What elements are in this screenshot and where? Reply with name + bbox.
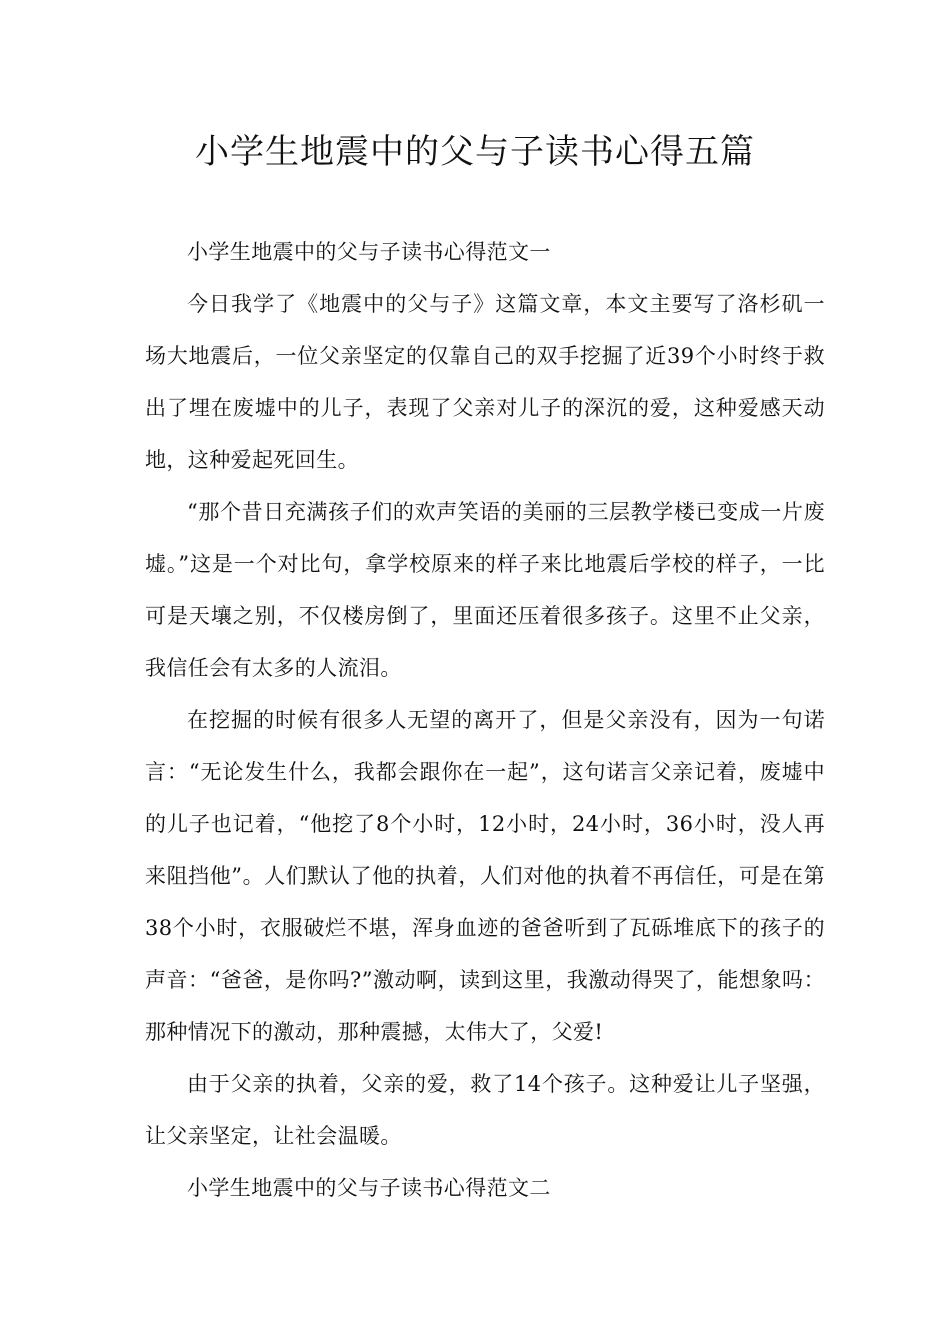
paragraph: 由于父亲的执着，父亲的爱，救了14个孩子。这种爱让儿子坚强，让父亲坚定，让社会温暖。: [145, 1072, 825, 1148]
document-body: [145, 226, 825, 1214]
paragraph: “那个昔日充满孩子们的欢声笑语的美丽的三层教学楼已变成一片废墟。”这是一个对比句，拿学校原来的样子来比地震后学校的样子，一比可是天壤之别，不仅楼房倒了，里面还压着很多孩子。这里不止父亲，我信任会有太多的人流泪。: [145, 500, 825, 680]
paragraph: 今日我学了《地震中的父与子》这篇文章，本文主要写了洛杉矶一场大地震后，一位父亲坚定的仅靠自己的双手挖掘了近39个小时终于救出了埋在废墟中的儿子，表现了父亲对儿子的深沉的爱，这种爱感天动地，这种爱起死回生。: [145, 292, 825, 472]
section-heading-1: 小学生地震中的父与子读书心得范文一: [187, 240, 551, 264]
section-heading-2: 小学生地震中的父与子读书心得范文二: [187, 1176, 551, 1200]
paragraph: 在挖掘的时候有很多人无望的离开了，但是父亲没有，因为一句诺言：“无论发生什么，我都会跟你在一起”，这句诺言父亲记着，废墟中的儿子也记着，“他挖了8个小时，12小时，24小时，36小时，没人再来阻挡他”。人们默认了他的执着，人们对他的执着不再信任，可是在第38个小时，衣服破烂不堪，浑身血迹的爸爸听到了瓦砾堆底下的孩子的声音：“爸爸，是你吗?”激动啊，读到这里，我激动得哭了，能想象吗：那种情况下的激动，那种震撼，太伟大了，父爱!: [145, 708, 825, 1044]
document-title: 小学生地震中的父与子读书心得五篇: [195, 132, 755, 172]
